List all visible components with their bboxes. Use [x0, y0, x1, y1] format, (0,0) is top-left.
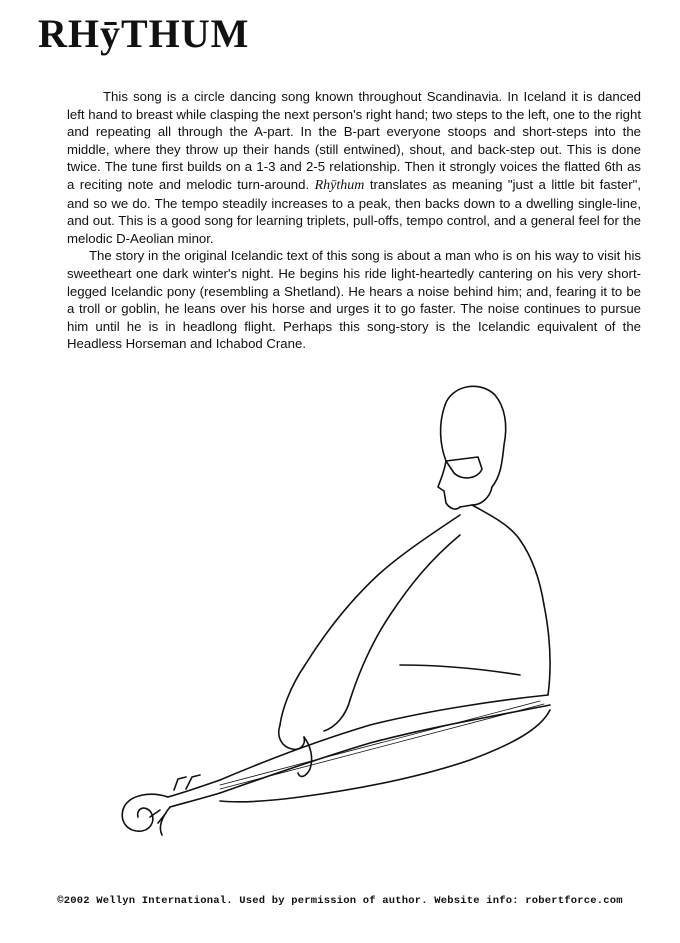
title-prefix: RH: [38, 11, 100, 56]
page-title: [38, 11, 250, 56]
title-accented-letter: ȳ: [100, 11, 121, 56]
paragraph-1-italic-title: Rhȳthum: [314, 177, 365, 193]
paragraph-1: [67, 88, 641, 247]
article-body: [67, 88, 641, 353]
paragraph-2: The story in the original Icelandic text of this song is about a man who is on his way to visit his sweetheart one dark winter's night. He begins his ride light-heartedly cantering on his very short-legged Icelandic pony (resembling a Shetland). He hears a noise behind him; and, fearing it to be a troll or goblin, he leans over his horse and urges it to go faster. The noise continues to pursue him until he is in headlong flight. Perhaps this song-story is the Icelandic equivalent of the Headless Horseman and Ichabod Crane.: [67, 248, 641, 352]
copyright-footer: ©2002 Wellyn International. Used by permission of author. Website info: robertforce.com: [57, 895, 623, 907]
paragraph-1-text-b: translates as meaning "just a little bit faster", and so we do. The tempo steadily increases to a peak, then backs down to a dwelling single-line, and out. This is a good song for learning triplets, pull-offs, tempo control, and a general feel for the melodic D-Aeolian minor.: [67, 176, 641, 246]
dulcimer-player-illustration: [100, 365, 570, 865]
paragraph-1-text-a: This song is a circle dancing song known throughout Scandinavia. In Iceland it is danced left hand to breast while clasping the next person's right hand; two steps to the left, one to the right and repeating all through the A-part. In the B-part everyone stoops and short-steps into the middle, where they throw up their hands (still entwined), shout, and back-step out. This is done twice. The tune first builds on a 1-3 and 2-5 relationship. Then it strongly voices the flatted 6th as a reciting note and melodic turn-around.: [67, 89, 641, 192]
title-suffix: THUM: [121, 11, 250, 56]
